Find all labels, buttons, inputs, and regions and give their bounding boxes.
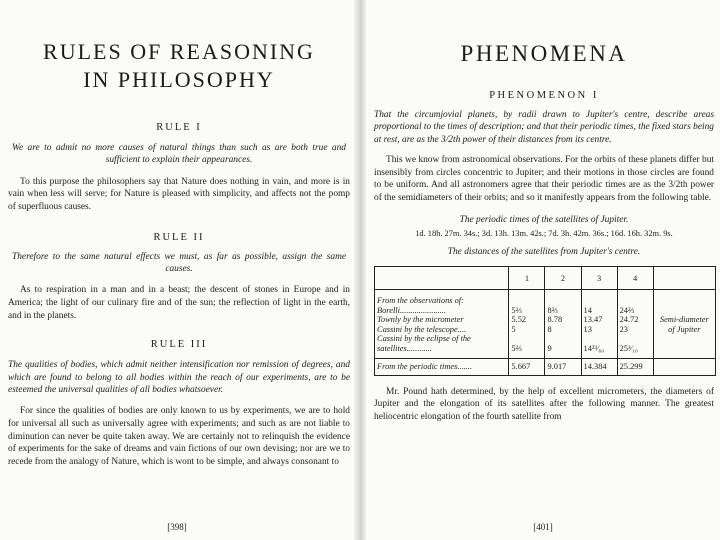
rule-2-statement: Therefore to the same natural effects we must, as far as possible, assign the same causes. — [12, 251, 346, 274]
row-label: From the periodic times....... — [377, 362, 473, 372]
table-cell: 5 — [511, 324, 516, 334]
page-title — [8, 0, 350, 94]
observations-label: From the observations of: — [377, 296, 464, 305]
satellite-distances-table — [374, 266, 716, 376]
table-cell: 8⅔ — [547, 305, 558, 315]
table-cell: 24.72 — [619, 315, 639, 325]
table-cell: 14²³⁄₆₀ — [583, 343, 605, 353]
rule-3-heading: RULE III — [150, 339, 208, 351]
table-cell — [653, 358, 715, 375]
row-label: Cassini by the eclipse of the satellites............ — [377, 334, 471, 353]
title-line-2: IN PHILOSOPHY — [83, 67, 275, 92]
rule-2-explanation: As to respiration in a man and in a beast; the descent of stones in Europe and in America; the light of our culinary fire and of the sun; the reflection of light in the earth, and in the planets. — [8, 285, 350, 321]
periodic-times-caption: The periodic times of the satellites of Jupiter. — [459, 214, 629, 225]
semi-diameter-note: Semi-diameter of Jupiter — [653, 290, 715, 359]
page-number: [401] — [533, 522, 553, 532]
table-row — [375, 358, 716, 375]
table-cell: 8.78 — [547, 315, 563, 325]
left-page — [0, 0, 354, 540]
phenomenon-paragraph: This we know from astronomical observations. For the orbits of these planets differ but insensibly from circles concentric to Jupiter; and their motions in those circles are found to be uniform. And all astronomers agree that their periodic times are as the 3/2th power of the semidiameters of their orbits; and so it manifestly appears from the following table. — [374, 155, 714, 203]
distances-caption: The distances of the satellites from Jupiter's centre. — [447, 246, 641, 257]
observations-label-cell — [375, 290, 509, 359]
column-1-values — [509, 290, 545, 359]
phenomenon-statement: That the circumjovial planets, by radii drawn to Jupiter's centre, describe areas proportional to the times of description; and that their periodic times, the fixed stars being at rest, are as the 3/2th power of their distances from its centre. — [374, 110, 714, 145]
table-header-cell: 4 — [617, 267, 653, 290]
table-row — [375, 290, 716, 359]
row-label: Borelli...................... — [377, 305, 447, 315]
rule-1-heading: RULE I — [156, 122, 202, 133]
rule-2-heading: RULE II — [153, 231, 205, 243]
rule-1-explanation: To this purpose the philosophers say that Nature does nothing in vain, and more is in vain when less will serve; for Nature is pleased with simplicity, and affects not the pomp of superfluous causes. — [8, 176, 350, 212]
table-cell: 9.017 — [545, 358, 581, 375]
periodic-times-values: 1d. 18h. 27m. 34s.; 3d. 13h. 13m. 42s.; 7d. 3h. 42m. 36s.; 16d. 16h. 32m. 9s. — [415, 229, 673, 238]
table-cell: 5.667 — [509, 358, 545, 375]
table-cell: 5⅔ — [511, 305, 522, 315]
phenomenon-heading: PHENOMENON I — [489, 90, 599, 101]
book-gutter — [354, 0, 366, 540]
column-2-values — [545, 290, 581, 359]
table-cell: 24⅔ — [619, 305, 635, 315]
pound-paragraph: Mr. Pound hath determined, by the help of excellent micrometers, the diameters of Jupiter and the elongation of its satellites after the following manner. The greatest heliocentric elongation of the fourth satellite from — [374, 386, 714, 422]
row-label: Townly by the micrometer — [377, 315, 464, 325]
page-number: [398] — [167, 522, 187, 532]
right-page — [366, 0, 720, 540]
table-cell: 13.47 — [583, 315, 603, 325]
row-label: Cassini by the telescope.... — [377, 324, 467, 334]
table-cell: 5⅔ — [511, 343, 522, 353]
column-3-values — [581, 290, 617, 359]
table-header-cell — [653, 267, 715, 290]
table-header-cell: 1 — [509, 267, 545, 290]
table-header-cell: 2 — [545, 267, 581, 290]
rule-1-statement: We are to admit no more causes of natural things than such as are both true and sufficient to explain their appearances. — [12, 143, 346, 166]
table-cell: 25.299 — [617, 358, 653, 375]
rule-3-statement: The qualities of bodies, which admit neither intensification nor remission of degrees, and which are found to belong to all bodies within the reach of our experiments, are to be esteemed the universal qualities of all bodies whatsoever. — [8, 360, 350, 395]
table-cell: 25³⁄₁₀ — [619, 343, 638, 353]
table-cell: 13 — [583, 324, 592, 334]
table-cell: 8 — [547, 324, 552, 334]
table-cell: 23 — [619, 324, 628, 334]
table-cell: 9 — [547, 343, 552, 353]
table-cell: 5.52 — [511, 315, 527, 325]
page-title: PHENOMENA — [460, 41, 628, 66]
table-cell: 14 — [583, 305, 592, 315]
table-header-cell — [375, 267, 509, 290]
title-line-1: RULES OF REASONING — [43, 39, 315, 64]
table-cell: 14.384 — [581, 358, 617, 375]
rule-3-explanation: For since the qualities of bodies are only known to us by experiments, we are to hold for universal all such as universally agree with experiments; and such as are not liable to diminution can never be quite taken away. We are certainly not to relinquish the evidence of experiments for the sake of dreams and vain fictions of our own devising; nor are we to recede from the analogy of Nature, which is wont to be simple, and always consonant to — [8, 406, 350, 467]
column-4-values — [617, 290, 653, 359]
table-header-cell: 3 — [581, 267, 617, 290]
table-header-row — [375, 267, 716, 290]
